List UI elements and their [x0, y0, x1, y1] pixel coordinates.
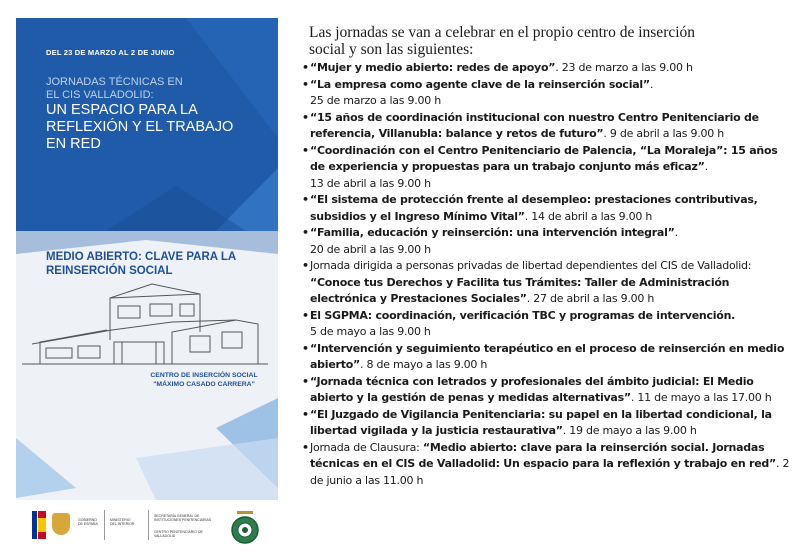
poster-footer: [16, 500, 278, 552]
session-date: .: [649, 77, 654, 91]
session-item: [302, 110, 792, 143]
session-item: [302, 341, 792, 374]
session-date: . 2 de junio a las 11.00 h: [310, 457, 790, 487]
poster-section-title: MEDIO ABIERTO: CLAVE PARA LA REINSERCIÓN SOCIAL: [46, 251, 236, 277]
session-date: 20 de abril a las 9.00 h: [310, 242, 431, 256]
penitentiary-emblem-icon: [228, 508, 262, 546]
session-item: [302, 77, 792, 110]
session-item: [302, 407, 792, 440]
session-title: El SGPMA: coordinación, verificación TBC y programas de intervención.: [310, 308, 736, 322]
poster-subtitle-line: JORNADAS TÉCNICAS EN: [46, 76, 183, 88]
poster-subtitle: [46, 76, 183, 102]
session-item: [302, 258, 792, 308]
session-intro-text: Jornada dirigida a personas privadas de libertad dependientes del CIS de Valladolid:: [310, 259, 752, 272]
session-date: . 14 de abril a las 9.00 h: [524, 209, 653, 223]
centre-name-line: "MÁXIMO CASADO CARRERA": [153, 381, 255, 388]
eu-flag-icon: [32, 511, 37, 539]
schedule-text: [302, 24, 792, 489]
session-title: “Intervención y seguimiento terapéutico en el proceso de reinserción en medio abierto”: [310, 341, 785, 371]
government-label-line: GOBIERNO: [78, 518, 97, 522]
session-date: . 11 de mayo a las 17.00 h: [630, 391, 772, 404]
government-label: [78, 518, 98, 526]
poster-subtitle-line: EL CIS VALLADOLID:: [46, 89, 154, 101]
session-date: . 19 de mayo a las 9.00 h: [562, 424, 697, 437]
session-item: [302, 440, 792, 490]
building-illustration: [22, 280, 272, 380]
coat-of-arms-icon: [52, 513, 70, 535]
intro-paragraph: [302, 24, 792, 58]
session-item: [302, 225, 792, 258]
session-title: “Familia, educación y reinserción: una intervención integral”: [310, 226, 675, 239]
session-date: . 27 de abril a las 9.00 h: [526, 292, 655, 305]
government-label-line: DE ESPAÑA: [78, 522, 98, 526]
ministry-label-line: DEL INTERIOR: [110, 522, 135, 526]
footer-divider: [104, 510, 105, 540]
session-item: [302, 192, 792, 225]
session-date: .: [674, 226, 678, 239]
sessions-list: [302, 60, 792, 489]
session-title: “Coordinación con el Centro Penitenciario de Palencia, “La Moraleja”: 15 años de experiencia y propuestas para un trabajo conjunto más eficaz”: [310, 143, 778, 173]
session-title: “Jornada técnica con letrados y profesionales del ámbito judicial: El Medio abierto y la gestión de penas y medidas alternativas”: [310, 374, 754, 404]
session-date: . 8 de mayo a las 9.00 h: [360, 358, 488, 371]
centre-name: [144, 371, 264, 389]
spain-flag-icon: [38, 511, 46, 539]
secretaria-label: SECRETARÍA GENERAL DE INSTITUCIONES PENITENCIARIAS: [154, 514, 212, 522]
session-intro-text: Jornada de Clausura:: [310, 440, 423, 454]
session-title: “Conoce tus Derechos y Facilita tus Trámites: Taller de Administración electrónica y Prestaciones Sociales”: [310, 275, 730, 305]
session-date: .: [704, 160, 708, 173]
intro-line: social y son las siguientes:: [309, 41, 474, 58]
session-title: “La empresa como agente clave de la reinserción social”: [310, 77, 650, 91]
session-item: [302, 60, 792, 77]
centros-label: CENTRO PENITENCIARIO DE VALLADOLID: [154, 530, 203, 538]
session-date: 25 de marzo a las 9.00 h: [310, 94, 441, 107]
session-title: “El Juzgado de Vigilancia Penitenciaria: su papel en la libertad condicional, la libertad vigilada y la justicia restaurativa”: [310, 407, 772, 437]
centre-name-line: CENTRO DE INSERCIÓN SOCIAL: [150, 372, 258, 379]
event-poster: [16, 18, 278, 552]
poster-dates: DEL 23 DE MARZO AL 2 DE JUNIO: [46, 48, 175, 57]
session-item: [302, 143, 792, 193]
session-title: “15 años de coordinación institucional con nuestro Centro Penitenciario de referencia, Villanubla: balance y retos de futuro”: [310, 110, 759, 140]
session-title: “Mujer y medio abierto: redes de apoyo”: [310, 61, 556, 74]
ministry-label-line: MINISTERIO: [110, 518, 131, 522]
session-date: 5 de mayo a las 9.00 h: [310, 325, 431, 338]
session-date: . 9 de abril a las 9.00 h: [603, 127, 724, 140]
session-item: [302, 374, 792, 407]
session-date: . 23 de marzo a las 9.00 h: [555, 61, 693, 74]
intro-line: Las jornadas se van a celebrar en el propio centro de inserción: [309, 24, 696, 41]
session-item: [302, 308, 792, 341]
session-title: “Medio abierto: clave para la reinserción social. Jornadas técnicas en el CIS de Valladolid: Un espacio para la reflexión y trabajo en red”: [310, 440, 777, 470]
session-date: 13 de abril a las 9.00 h: [310, 176, 431, 190]
session-title: “El sistema de protección frente al desempleo: prestaciones contributivas, subsidios y el Ingreso Mínimo Vital”: [310, 193, 758, 223]
footer-divider: [148, 510, 149, 540]
poster-title: UN ESPACIO PARA LA REFLEXIÓN Y EL TRABAJO EN RED: [46, 102, 234, 152]
ministry-label: [110, 518, 134, 526]
